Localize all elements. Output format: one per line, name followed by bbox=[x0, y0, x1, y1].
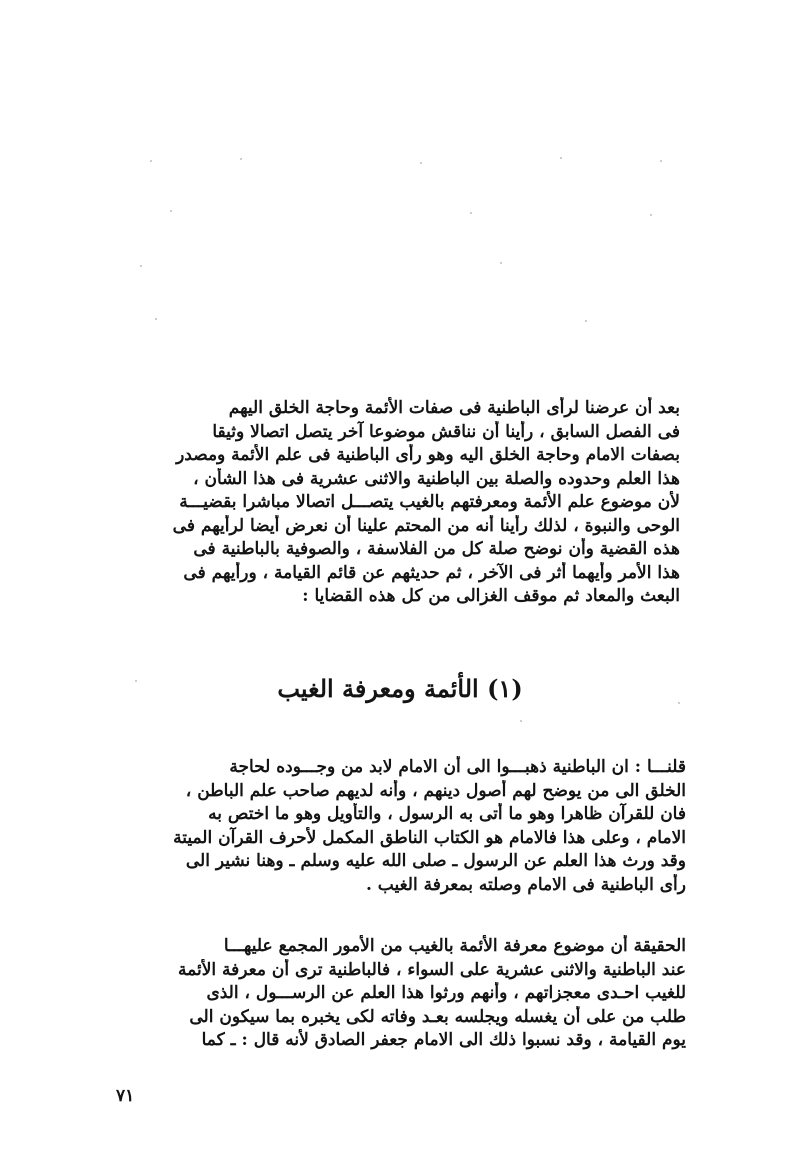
text-line: لأن موضوع علم الأئمة ومعرفتهم بالغيب يتصـــل اتصالا مباشرا بقضيـــة bbox=[179, 492, 680, 512]
section-heading: (١) الأئمة ومعرفة الغيب bbox=[277, 674, 523, 703]
scan-speck bbox=[585, 320, 587, 322]
scan-speck bbox=[500, 262, 502, 264]
text-line: الوحى والنبوة ، لذلك رأينا أنه من المحتم علينا أن نعرض أيضا لرأيهم فى bbox=[172, 515, 680, 536]
text-line: طلب من على أن يغسله ويجلسه بعـد وفاته لكى يخبره بما سيكون الى bbox=[189, 1006, 686, 1027]
scan-speck bbox=[560, 157, 562, 159]
scan-speck bbox=[660, 160, 662, 162]
scan-speck bbox=[240, 158, 242, 160]
text-line: فى الفصل السابق ، رأينا أن نناقش موضوعا آخر يتصل اتصالا وثيقا bbox=[212, 421, 680, 442]
intro-paragraph bbox=[120, 397, 680, 609]
text-line: وقد ورث هذا العلم عن الرسول ـ صلى الله عليه وسلم ـ وهنا نشير الى bbox=[185, 851, 686, 871]
scan-speck bbox=[155, 318, 157, 320]
text-line: الحقيقة أن موضوع معرفة الأئمة بالغيب من الأمور المجمع عليهـــا bbox=[223, 936, 686, 956]
scan-speck bbox=[678, 702, 680, 704]
text-line: عند الباطنية والاثنى عشرية على السواء ، فالباطنية ترى أن معرفة الأئمة bbox=[178, 959, 686, 980]
text-line: بعد أن عرضنا لرأى الباطنية فى صفات الأئمة وحاجة الخلق اليهم bbox=[228, 398, 680, 418]
scan-speck bbox=[650, 214, 652, 216]
text-line: البعث والمعاد ثم موقف الغزالى من كل هذه القضايا : bbox=[302, 586, 680, 606]
text-line: هذا العلم وحدوده والصلة بين الباطنية والاثنى عشرية فى هذا الشأن ، bbox=[193, 468, 680, 489]
text-line: هذا الأمر وأيهما أثر فى الآخر ، ثم حديثهم عن قائم القيامة ، ورأيهم فى bbox=[183, 562, 680, 583]
scan-speck bbox=[140, 265, 142, 267]
scan-speck bbox=[470, 212, 472, 214]
text-line: بصفات الامام وحاجة الخلق اليه وهو رأى الباطنية فى علم الأئمة ومصدر bbox=[176, 445, 680, 465]
body-paragraph-1 bbox=[118, 756, 686, 897]
text-line: للغيب احـدى معجزاتهم ، وأنهم ورثوا هذا العلم عن الرســـول ، الذى bbox=[206, 983, 686, 1003]
scan-speck bbox=[420, 162, 422, 164]
scan-speck bbox=[170, 210, 172, 212]
scan-speck bbox=[520, 720, 522, 722]
scan-speck bbox=[135, 680, 137, 682]
text-line: فان للقرآن ظاهرا وهو ما أتى به الرسول ، والتأويل وهو ما اختص به bbox=[208, 804, 686, 824]
text-line: هذه القضية وأن نوضح صلة كل من الفلاسفة ، والصوفية بالباطنية فى bbox=[193, 539, 680, 559]
text-line: قلنـــا : ان الباطنية ذهبـــوا الى أن الامام لابد من وجـــوده لحاجة bbox=[229, 757, 686, 777]
scan-speck bbox=[150, 160, 152, 162]
text-line: الخلق الى من يوضح لهم أصول دينهم ، وأنه لديهم صاحب علم الباطن ، bbox=[185, 780, 686, 801]
body-paragraph-2 bbox=[116, 935, 686, 1053]
text-line: رأى الباطنية فى الامام وصلته بمعرفة الغيب . bbox=[365, 874, 686, 895]
text-line: يوم القيامة ، وقد نسبوا ذلك الى الامام جعفر الصادق لأنه قال : ـ كما bbox=[201, 1030, 686, 1050]
page-number: ٧١ bbox=[116, 1086, 135, 1106]
text-line: الامام ، وعلى هذا فالامام هو الكتاب الناطق المكمل لأحرف القرآن الميتة bbox=[173, 827, 686, 848]
